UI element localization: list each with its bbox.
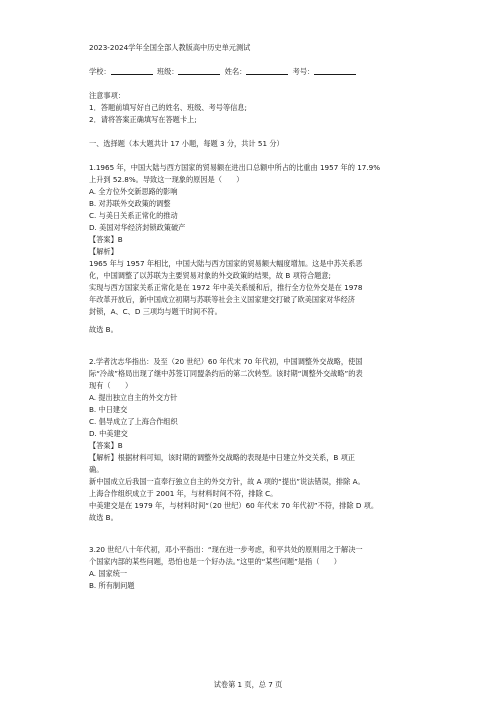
q1-stem: 1.1965 年，中国大陆与西方国家的贸易额在进出口总额中所占的比重由 1957 年的 17.9% xyxy=(89,163,381,172)
q1-analysis: 封锁，A、C、D 三项均与题干时间不符。 xyxy=(89,307,222,316)
q1-analysis: 化，中国调整了以苏联为主要贸易对象的外交政策的结果，故 B 项符合题意; xyxy=(89,271,331,280)
q2-option-a: A. 提出独立自主的外交方针 xyxy=(89,393,178,402)
q2-answer: 【答案】B xyxy=(89,441,123,450)
school-blank[interactable] xyxy=(111,66,153,75)
class-label: 班级： xyxy=(156,67,179,76)
name-blank[interactable] xyxy=(246,66,288,75)
q2-conclusion: 故选 B。 xyxy=(89,513,118,522)
notice-heading: 注意事项： xyxy=(89,91,125,100)
school-label: 学校： xyxy=(89,67,111,76)
q1-analysis: 1965 年与 1957 年相比，中国大陆与西方国家的贸易额大幅度增加。这是中苏关系恶 xyxy=(89,259,363,268)
q2-stem: 际“冷战”格局出现了继中苏签订同盟条约后的第二次转型。该时期“调整外交战略”的表 xyxy=(89,369,363,378)
q3-stem: 个国家内部的某些问题，恐怕也是一个好办法。”这里的“某些问题”是指（ ） xyxy=(89,557,341,566)
q1-option-d: D. 美国对华经济封锁政策破产 xyxy=(89,223,186,232)
q1-answer: 【答案】B xyxy=(89,235,123,244)
exam-no-label: 考号： xyxy=(292,67,315,76)
class-blank[interactable] xyxy=(178,66,220,75)
q2-analysis: 【解析】根据材料可知，该时期的调整外交战略的表现是中日建立外交关系，B 项正 xyxy=(89,453,355,462)
question-2 xyxy=(89,356,419,524)
notice-item: 2．请将答案正确填写在答题卡上; xyxy=(89,115,197,124)
exam-no-blank[interactable] xyxy=(314,66,356,75)
student-info-row xyxy=(89,66,419,78)
q2-analysis: 新中国成立后我国一直奉行独立自主的外交方针，故 A 项的“提出”说法错误，排除 A。 xyxy=(89,477,365,486)
q2-analysis: 上海合作组织成立于 2001 年，与材料时间不符，排除 C。 xyxy=(89,489,278,498)
q2-analysis: 确。 xyxy=(89,465,104,474)
page-footer: 试卷第 1 页，总 7 页 xyxy=(213,680,283,689)
q3-option-a: A. 国家统一 xyxy=(89,569,128,578)
q2-analysis: 中美建交是在 1979 年，与材料时间“（20 世纪）60 年代末 70 年代初”不符，排除 D 项。 xyxy=(89,501,379,510)
q1-option-a: A. 全方位外交新思路的影响 xyxy=(89,187,178,196)
q2-option-d: D. 中美建交 xyxy=(89,429,128,438)
question-1 xyxy=(89,162,419,336)
q2-option-c: C. 倡导成立了上海合作组织 xyxy=(89,417,178,426)
q1-conclusion: 故选 B。 xyxy=(89,325,118,334)
name-label: 姓名： xyxy=(224,67,247,76)
q1-analysis: 年改革开放后，新中国成立初期与苏联等社会主义国家建交打破了欧美国家对华经济 xyxy=(89,295,355,304)
q1-option-c: C. 与美日关系正常化的推动 xyxy=(89,211,178,220)
q2-stem: 现有（ ） xyxy=(89,381,133,390)
q2-option-b: B. 中日建交 xyxy=(89,405,128,414)
document-content xyxy=(89,42,419,592)
q3-stem: 3.20 世纪八十年代初，邓小平指出：“现在进一步考虑，和平共处的原则用之于解决一 xyxy=(89,545,363,554)
q1-analysis: 实现与西方国家关系正常化是在 1972 年中美关系缓和后，推行全方位外交是在 1978 xyxy=(89,283,363,292)
q2-stem: 2.学者沈志华指出：及至（20 世纪）60 年代末 70 年代初，中国调整外交战略，使国 xyxy=(89,357,363,366)
question-3 xyxy=(89,544,419,592)
exam-title: 2023-2024学年全国全部人教版高中历史单元测试 xyxy=(89,43,251,52)
notice-item: 1．答题前填写好自己的姓名、班级、考号等信息; xyxy=(89,103,247,112)
q1-option-b: B. 对苏联外交政策的调整 xyxy=(89,199,171,208)
q1-stem: 上升到 52.8%。导致这一现象的原因是（ ） xyxy=(89,175,244,184)
q3-option-b: B. 所有制问题 xyxy=(89,581,135,590)
section-heading: 一、选择题（本大题共计 17 小题，每题 3 分，共计 51 分） xyxy=(89,139,284,148)
q1-analysis-label: 【解析】 xyxy=(89,247,118,256)
